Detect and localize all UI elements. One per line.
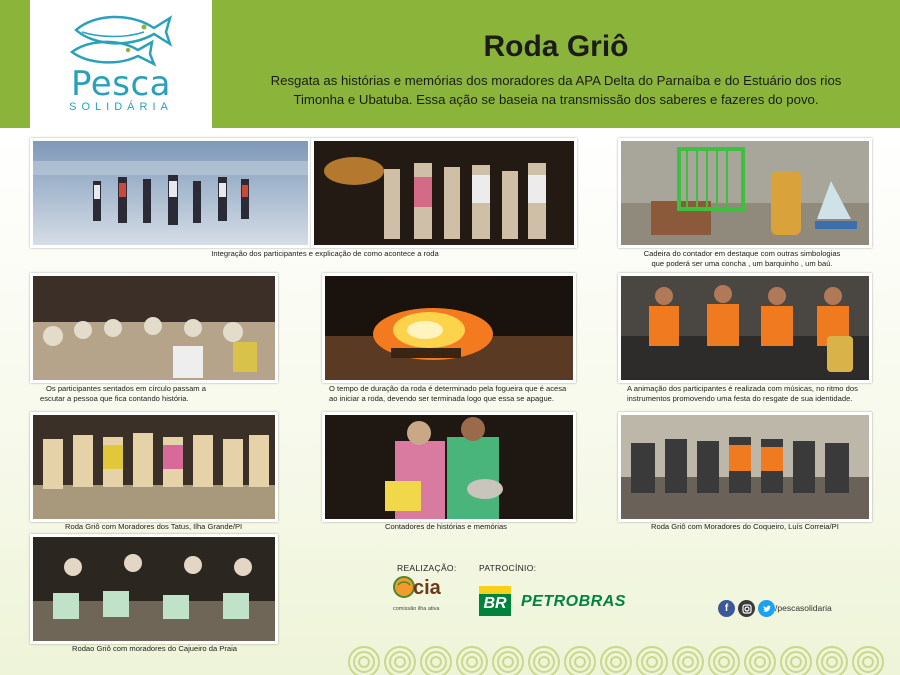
social-handle[interactable]: /pescasolidaria [775,603,832,613]
caption-music-animation [627,384,887,404]
photo-bonfire [322,273,576,383]
photo-seated-circle [30,273,278,383]
decorative-circles [346,640,900,675]
instagram-icon[interactable] [738,600,755,617]
caption-coqueiro: Roda Griô com Moradores do Coqueiro, Luís Correia/PI [651,522,839,531]
caption-cajueiro: Rodao Griô com moradores do Cajueiro da Praia [72,644,238,653]
petrobras-text: PETROBRAS [521,593,626,610]
subtitle-line-2: Timonha e Ubatuba. Essa ação se baseia na transmissão dos saberes e fazeres do povo. [293,92,819,107]
photo-coqueiro-residents [618,412,872,522]
petrobras-logo [479,586,639,616]
br-badge [479,586,511,616]
twitter-icon[interactable] [758,600,775,617]
caption-storytellers: Contadores de histórias e memórias [385,522,507,531]
caption-line: que poderá ser uma concha , um barquinho , um baú. [651,259,833,268]
br-yellow-band [479,586,511,594]
caption-line: ao iniciar a roda, devendo ser terminada logo que essa se apague. [329,394,555,403]
pesca-solidaria-logo [30,0,212,128]
facebook-icon[interactable]: f [718,600,735,617]
photo-storytellers [322,412,576,522]
header-banner [0,0,900,128]
photo-tatus-residents [30,412,278,522]
logo-name: Pesca [71,64,171,104]
cia-logo [393,576,445,620]
caption-tatus: Roda Griô com Moradores dos Tatus, Ilha Grande/PI [65,522,243,531]
photo-night-circle [311,138,577,248]
caption-integration: Integração dos participantes e explicação de como acontece a roda [211,249,439,258]
caption-line: A animação dos participantes é realizada com músicas, no ritmo dos [627,384,858,393]
caption-line: Cadeira do contador em destaque com outras simbologias [643,249,841,258]
photo-storyteller-chair [618,138,872,248]
caption-line: escutar a pessoa que fica contando história. [40,394,189,403]
logo-subtitle: SOLIDÁRIA [69,101,173,113]
globe-icon [393,576,415,598]
photo-cajueiro-residents [30,534,278,644]
patrocinio-label: PATROCÍNIO: [479,563,537,573]
caption-line: Os participantes sentados em círculo passam a [46,384,206,393]
cia-text: cia [413,577,441,599]
realizacao-label: REALIZAÇÃO: [397,563,457,573]
caption-bonfire [329,384,579,404]
br-text: BR [483,595,507,612]
cia-subtitle: comissão ilha ativa [393,606,440,612]
page-subtitle [230,71,882,109]
page-title: Roda Griô [483,30,629,63]
subtitle-line-1: Resgata as histórias e memórias dos moradores da APA Delta do Parnaíba e do Estuário dos rios [270,73,842,88]
caption-storyteller-chair [618,249,866,269]
photo-beach-integration [30,138,311,248]
fish-logo-icon [70,12,174,68]
caption-line: O tempo de duração da roda é determinado pela fogueira que é acesa [329,384,567,393]
caption-line: instrumentos promovendo uma festa do resgate de sua identidade. [627,394,853,403]
photo-music-animation [618,273,872,383]
caption-seated-circle [40,384,280,404]
